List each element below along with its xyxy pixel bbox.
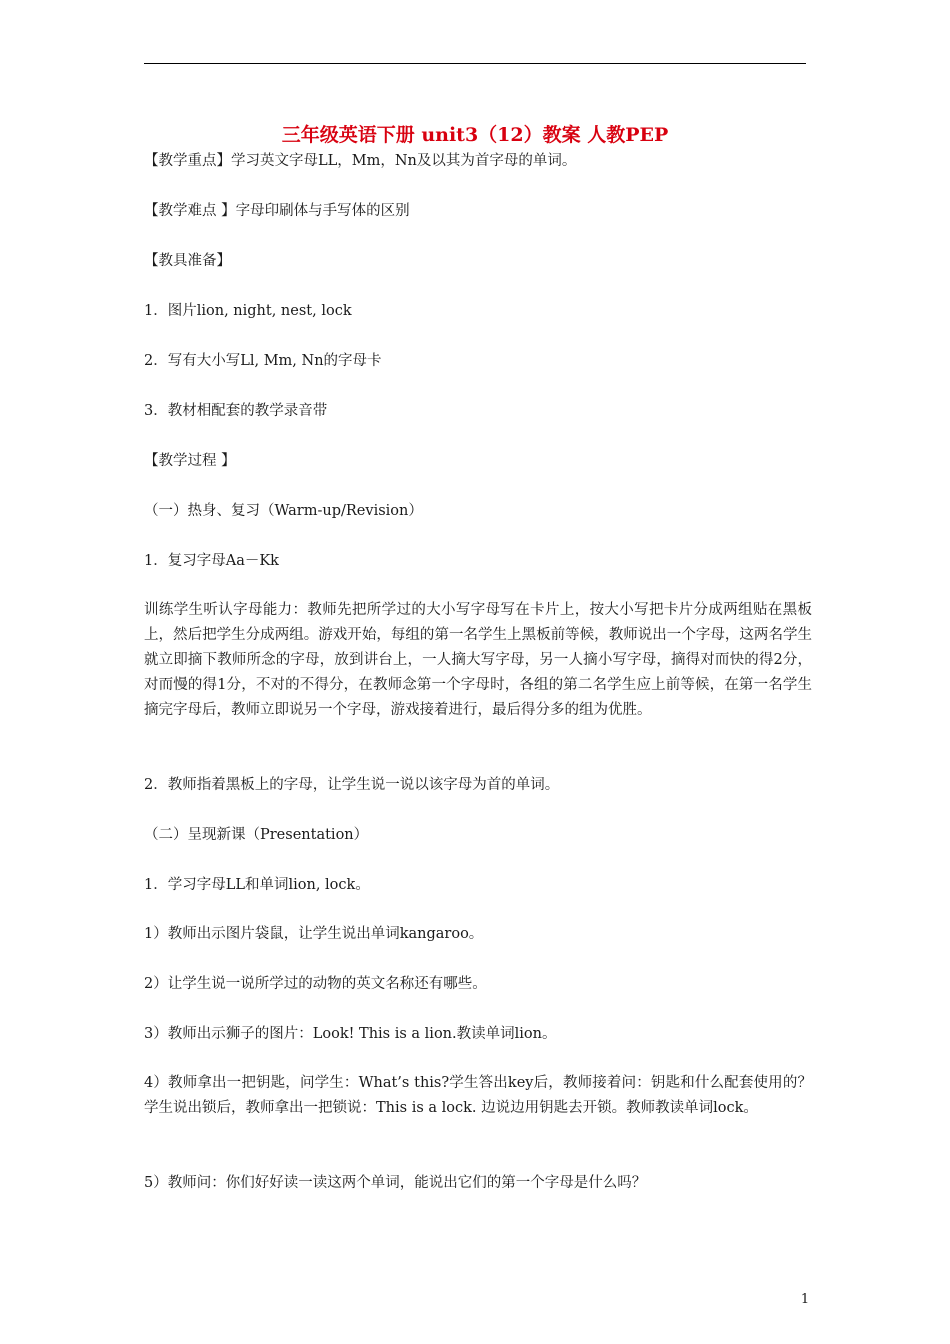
review-item: 1．复习字母Aa－Kk <box>144 553 279 569</box>
teaching-difficulty: 【教学难点 】字母印刷体与手写体的区别 <box>144 203 410 219</box>
prep-item: 1．图片lion, night, nest, lock <box>144 303 352 319</box>
page-number: 1 <box>800 1292 810 1307</box>
header-rule <box>144 63 806 64</box>
review-paragraph: 训练学生听认字母能力：教师先把所学过的大小写字母写在卡片上，按大小写把卡片分成两组贴在黑板上，然后把学生分成两组。游戏开始，每组的第一名学生上黑板前等候，教师说出一个字母，这两名学生就立即摘下教师所念的字母，放到讲台上，一人摘大写字母，另一人摘小写字母，摘得对而快的得2分，对而慢的得1分，不对的不得分，在教师念第一个字母时，各组的第二名学生应上前等候，在第一名学生摘完字母后，教师立即说另一个字母，游戏接着进行，最后得分多的组为优胜。 <box>144 602 812 718</box>
presentation-heading: （二）呈现新课（Presentation） <box>144 827 369 843</box>
step-item: 3）教师出示狮子的图片：Look! This is a lion.教读单词lion。 <box>144 1026 557 1042</box>
learn-item: 1．学习字母LL和单词lion, lock。 <box>144 877 370 893</box>
process-heading: 【教学过程 】 <box>144 453 236 469</box>
step-item: 4）教师拿出一把钥匙，问学生：What’s this?学生答出key后，教师接着问：钥匙和什么配套使用的？学生说出锁后，教师拿出一把锁说：This is a lock. 边说边用钥匙去开锁。教师教读单词lock。 <box>144 1075 812 1116</box>
review-item-2: 2．教师指着黑板上的字母，让学生说一说以该字母为首的单词。 <box>144 777 560 793</box>
step-item: 2）让学生说一说所学过的动物的英文名称还有哪些。 <box>144 976 487 992</box>
document-title: 三年级英语下册 unit3（12）教案 人教PEP <box>281 124 669 146</box>
prep-item: 3．教材相配套的教学录音带 <box>144 403 328 419</box>
prep-heading: 【教具准备】 <box>144 253 231 269</box>
warmup-heading: （一）热身、复习（Warm-up/Revision） <box>144 503 423 519</box>
prep-item: 2．写有大小写Ll, Mm, Nn的字母卡 <box>144 353 382 369</box>
step-item: 1）教师出示图片袋鼠，让学生说出单词kangaroo。 <box>144 926 484 942</box>
teaching-focus: 【教学重点】学习英文字母LL，Mm，Nn及以其为首字母的单词。 <box>144 153 577 169</box>
step-item: 5）教师问：你们好好读一读这两个单词，能说出它们的第一个字母是什么吗？ <box>144 1175 647 1191</box>
